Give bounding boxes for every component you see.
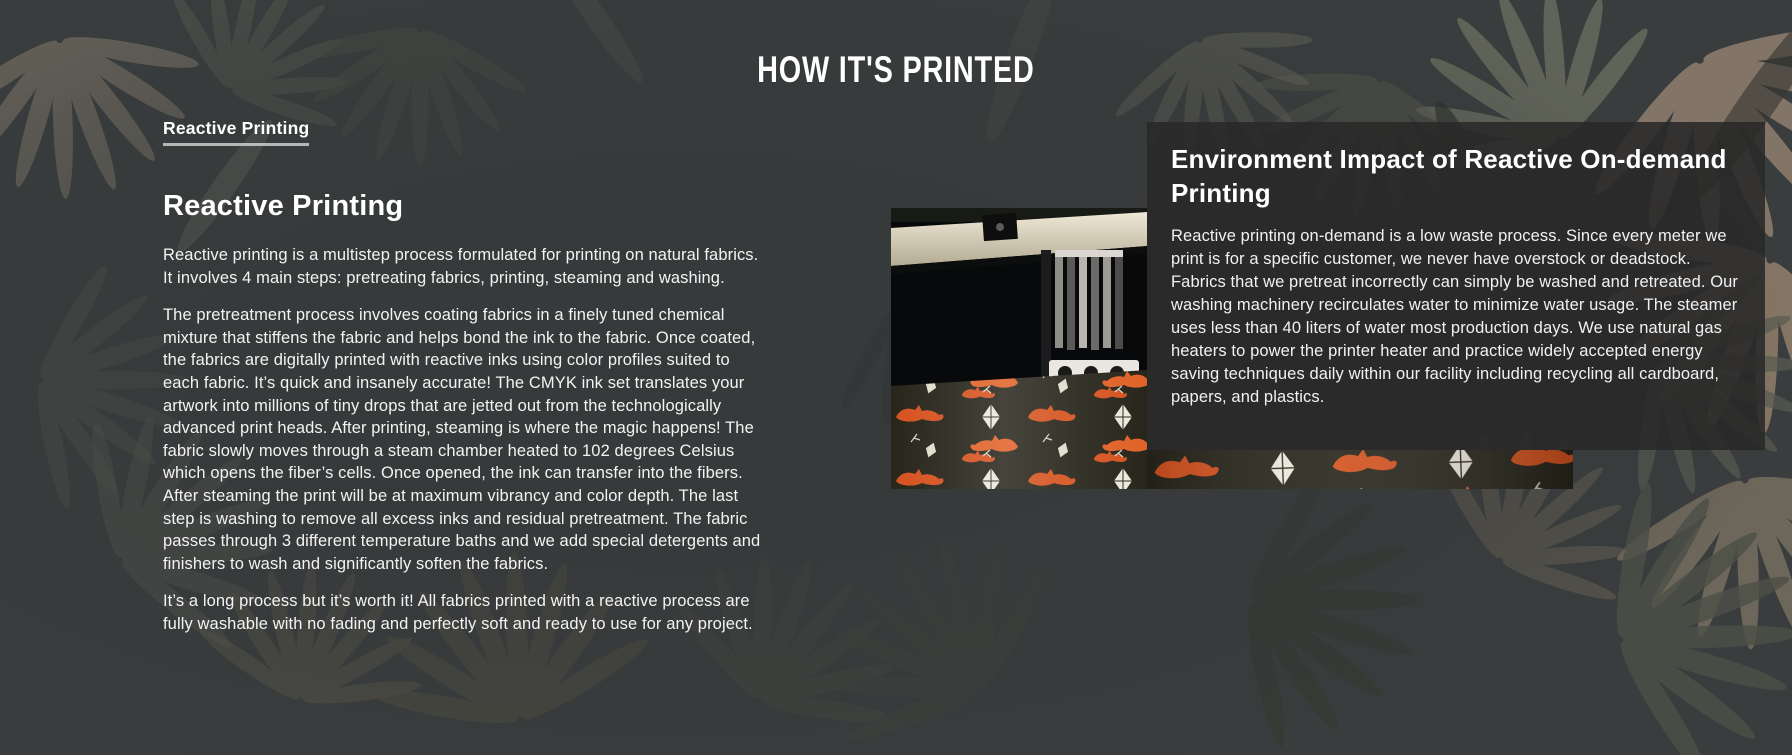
reactive-printing-link[interactable]: Reactive Printing <box>163 118 309 146</box>
reactive-printing-column <box>163 118 767 636</box>
body-paragraph: Reactive printing is a multistep process formulated for printing on natural fabrics. It involves 4 main steps: pretreating fabrics, printing, steaming and washing. <box>163 246 759 287</box>
body-paragraph: It’s a long process but it’s worth it! All fabrics printed with a reactive process are fully washable with no fading and perfectly soft and ready to use for any project. <box>163 592 753 633</box>
page-title <box>0 49 1792 91</box>
environment-impact-paragraph: Reactive printing on-demand is a low waste process. Since every meter we print is for a specific customer, we never have overstock or deadstock. Fabrics that we pretreat incorrectly can simply be washed and retreated. Our washing machinery recirculates water to minimize water usage. The steamer uses less than 40 liters of water most production days. We use natural gas heaters to power the printer heater and practice widely accepted energy saving techniques daily within our facility including recycling all cardboard, papers, and plastics. <box>1171 227 1739 406</box>
environment-impact-card <box>1147 122 1765 450</box>
body-paragraph: The pretreatment process involves coating fabrics in a finely tuned chemical mixture that stiffens the fabric and helps bond the ink to the fabric. Once coated, the fabrics are digitally printed with reactive inks using color profiles suited to each fabric. It’s quick and insanely accurate! The CMYK ink set translates your artwork into millions of tiny drops that are jetted out from the technologically advanced print heads. After printing, steaming is where the magic happens! The fabric slowly moves through a steam chamber heated to 102 degrees Celsius which opens the fiber’s cells. Once opened, the ink can transfer into the fibers. After steaming the print will be at maximum vibrancy and color depth. The last step is washing to remove all excess inks and residual pretreatment. The fabric passes through 3 different temperature baths and we add special detergents and finishers to wash and significantly soften the fabrics. <box>163 306 761 573</box>
fabric-photo <box>1147 450 1573 489</box>
environment-impact-heading: Environment Impact of Reactive On-demand Printing <box>1171 144 1727 208</box>
printer-photo <box>891 208 1147 489</box>
page-title-text: HOW IT'S PRINTED <box>757 49 1035 91</box>
fabric-under-printer <box>891 370 1147 489</box>
reactive-printing-heading: Reactive Printing <box>163 190 404 222</box>
